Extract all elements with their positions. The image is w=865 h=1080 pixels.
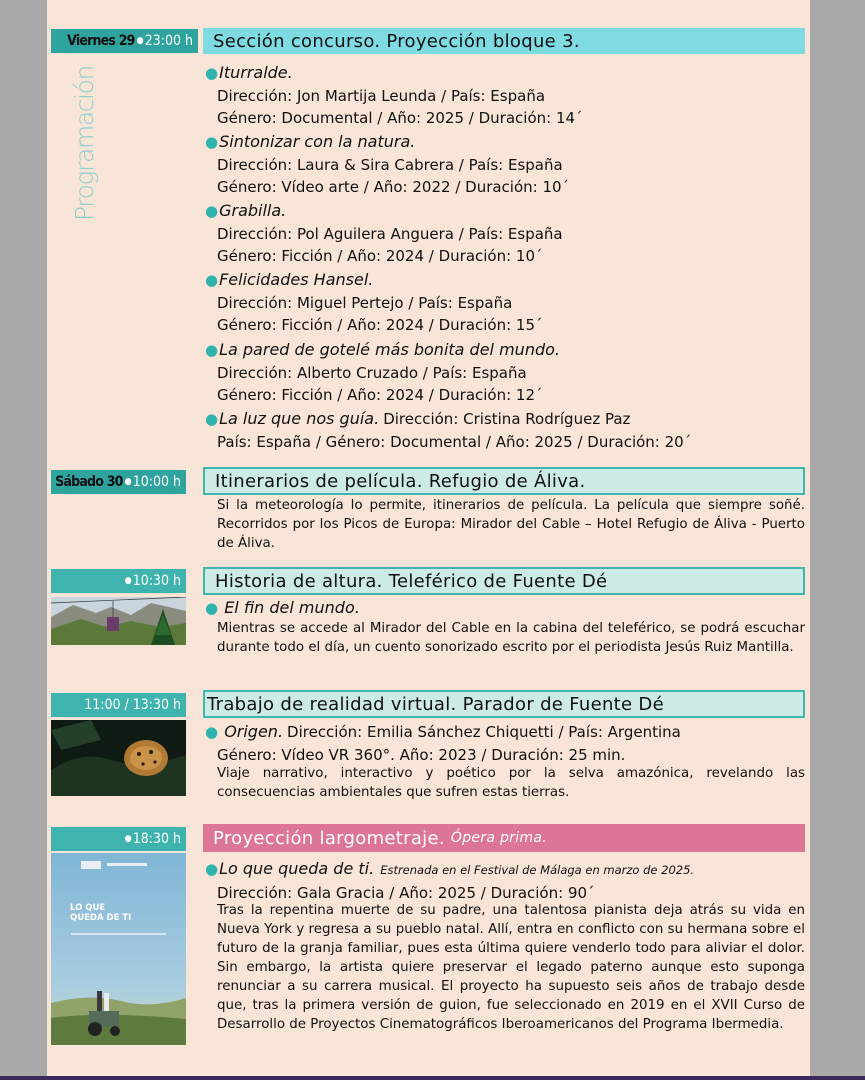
time-label: 18:30 h <box>132 831 181 847</box>
section-header-s2: Itinerarios de película. Refugio de Áliva. <box>203 467 805 495</box>
time-tab-s3 <box>51 569 186 593</box>
section-header-s1: Sección concurso. Proyección bloque 3. <box>203 28 805 54</box>
film-entry <box>205 407 691 453</box>
section-header-subtitle: Ópera prima. <box>450 830 547 846</box>
film-entry <box>205 720 681 766</box>
dot-icon: ● <box>124 477 132 487</box>
time-tab-s2 <box>51 470 186 494</box>
film-title: La pared de gotelé más bonita del mundo. <box>219 340 560 359</box>
bullet-icon: ● <box>205 599 219 617</box>
time-tab-s4 <box>51 693 186 717</box>
film-credits: Dirección: Alberto Cruzado / País: España <box>217 364 527 382</box>
jaguar-photo <box>51 720 186 796</box>
film-credits: Dirección: Cristina Rodríguez Paz <box>383 410 631 428</box>
bullet-icon: ● <box>205 723 219 741</box>
dot-icon: ● <box>136 36 144 46</box>
film-entry <box>205 857 694 904</box>
film-credits: Dirección: Miguel Pertejo / País: España <box>217 294 513 312</box>
film-title: La luz que nos guía. <box>219 409 380 428</box>
film-title: Sintonizar con la natura. <box>219 132 416 151</box>
dot-icon: ● <box>124 834 132 844</box>
bottom-bar <box>0 1076 865 1080</box>
film-title: Lo que queda de ti. <box>219 859 375 878</box>
time-tab-s1 <box>51 29 198 53</box>
time-tab-s5 <box>51 827 186 851</box>
bullet-icon: ● <box>205 133 219 151</box>
day-label: Sábado 30 <box>55 474 123 490</box>
section-text-s3: Mientras se accede al Mirador del Cable en la cabina del teleférico, se podrá escuchar durante todo el día, un cuento sonorizado escrito por el periodista Jesús Ruiz Mantilla. <box>217 621 805 655</box>
film-title: Felicidades Hansel. <box>219 270 374 289</box>
section-header-s3: Historia de altura. Teleférico de Fuente Dé <box>203 567 805 595</box>
film-details: Género: Ficción / Año: 2024 / Duración: 15´ <box>217 316 543 334</box>
time-label: 10:30 h <box>132 573 181 589</box>
film-poster <box>51 853 186 1045</box>
film-entry <box>205 130 569 198</box>
bullet-icon: ● <box>205 341 219 359</box>
bullet-icon: ● <box>205 64 219 82</box>
dot-icon: ● <box>124 576 132 586</box>
film-title: El fin del mundo. <box>224 598 360 617</box>
film-entry <box>205 338 560 406</box>
poster-title: LO QUE QUEDA DE TI <box>70 903 132 923</box>
film-details: Género: Ficción / Año: 2024 / Duración: 12´ <box>217 386 543 404</box>
film-title: Grabilla. <box>219 201 287 220</box>
film-details: Género: Documental / Año: 2025 / Duración: 14´ <box>217 109 583 127</box>
film-entry <box>205 596 360 620</box>
film-credits: Dirección: Laura & Sira Cabrera / País: España <box>217 156 563 174</box>
film-title: Origen. <box>224 722 284 741</box>
cable-car-photo <box>51 597 186 645</box>
film-details: País: España / Género: Documental / Año: 2025 / Duración: 20´ <box>217 433 692 451</box>
section-header-title: Proyección largometraje. <box>213 827 445 849</box>
bullet-icon: ● <box>205 271 219 289</box>
film-entry <box>205 61 583 129</box>
section-text-s4: Viaje narrativo, interactivo y poético por la selva amazónica, revelando las consecuencias ambientales que sufren estas tierras. <box>217 766 805 800</box>
bullet-icon: ● <box>205 202 219 220</box>
film-entry <box>205 199 563 267</box>
film-details: Dirección: Gala Gracia / Año: 2025 / Duración: 90´ <box>217 884 595 902</box>
section-header-s5 <box>203 824 805 852</box>
film-title: Iturralde. <box>219 63 293 82</box>
section-header-s4: Trabajo de realidad virtual. Parador de Fuente Dé <box>203 690 805 718</box>
film-note: Estrenada en el Festival de Málaga en marzo de 2025. <box>380 863 695 877</box>
section-text-s5: Tras la repentina muerte de su padre, una talentosa pianista deja atrás su vida en Nueva York y regresa a su pueblo natal. Allí, entra en conflicto con su hermana sobre el futuro de la granja familiar, pues esta última quiere venderlo todo para aliviar el dolor. Sin embargo, la artista quiere preservar el legado paterno aunque esto suponga renunciar a su carrera musical. El proyecto ha supuesto seis años de trabajo desde que, tras la primera versión de guion, fue seleccionado en 2019 en el XVII Curso de Desarrollo de Proyectos Cinematográficos Iberoamericanos del Programa Ibermedia. <box>217 903 805 1032</box>
film-credits: Dirección: Pol Aguilera Anguera / País: España <box>217 225 563 243</box>
film-details: Género: Ficción / Año: 2024 / Duración: 10´ <box>217 247 543 265</box>
film-details: Género: Vídeo VR 360°. Año: 2023 / Duración: 25 min. <box>217 746 626 764</box>
time-label: 23:00 h <box>144 33 193 49</box>
film-entry <box>205 268 543 336</box>
section-text-s2: Si la meteorología lo permite, itinerarios de película. La película que siempre soñé. Recorridos por los Picos de Europa: Mirador del Cable – Hotel Refugio de Áliva - Puerto de Áliva. <box>217 498 805 551</box>
bullet-icon: ● <box>205 410 219 428</box>
film-credits: Dirección: Emilia Sánchez Chiquetti / País: Argentina <box>287 723 681 741</box>
time-label: 10:00 h <box>132 474 181 490</box>
day-label: Viernes 29 <box>67 33 135 49</box>
film-credits: Dirección: Jon Martija Leunda / País: España <box>217 87 546 105</box>
film-details: Género: Vídeo arte / Año: 2022 / Duración: 10´ <box>217 178 570 196</box>
side-label: Programación <box>69 65 99 221</box>
time-label: 11:00 / 13:30 h <box>84 697 181 713</box>
bullet-icon: ● <box>205 860 219 878</box>
